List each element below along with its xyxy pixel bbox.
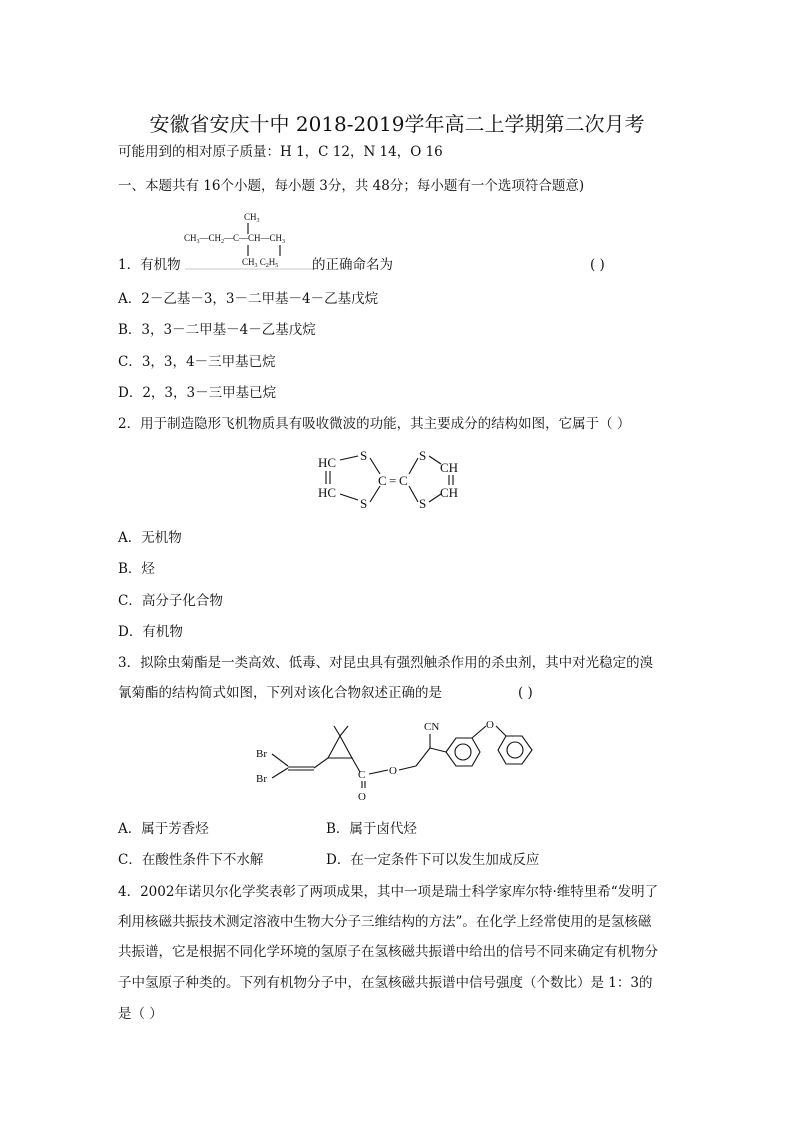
q4-line-2: 利用核磁共振技术测定溶液中生物大分子三维结构的方法”。在化学上经常使用的是氢核磁 [118, 914, 652, 930]
q3-bond [399, 766, 416, 770]
q3-bond [369, 770, 388, 774]
q2-option-b: B．烃 [118, 561, 155, 577]
q2-hc-bottom: HC [318, 485, 337, 500]
q3-option-a: A．属于芳香烃 [118, 821, 209, 837]
q1-option-b: B．3，3－二甲基－4－乙基戊烷 [118, 322, 316, 338]
q1-bottom-labels: $CH_3$ $C_2H_5$ [242, 257, 279, 269]
q3-option-d: D．在一定条件下可以发生加成反应 [326, 852, 540, 868]
q3-bond [272, 754, 288, 766]
q2-s-top-right: S [419, 448, 427, 463]
q2-option-d: D．有机物 [118, 624, 183, 640]
q3-bond [314, 758, 328, 768]
q1-prefix: 1．有机物 [118, 257, 181, 273]
q3-ester-o: O [389, 765, 397, 777]
q2-option-a: A．无机物 [118, 530, 182, 546]
q1-structure-diagram [180, 206, 320, 270]
atomic-masses-note: 可能用到的相对原子质量：H 1，C 12，N 14，O 16 [118, 144, 443, 160]
q2-center-double-bond: = [389, 473, 397, 488]
q3-option-b: B．属于卤代烃 [326, 821, 417, 837]
q3-aromatic-circle-2 [507, 742, 523, 758]
q3-methyl-2 [340, 726, 348, 736]
q1-option-a: A．2－乙基－3，3－二甲基－4－乙基戊烷 [118, 291, 379, 307]
q3-benzene-ring-1 [446, 738, 480, 766]
q1-answer-paren: ( ) [590, 257, 605, 273]
q2-s-top-left: S [360, 448, 368, 463]
q3-aromatic-circle-1 [455, 744, 471, 760]
q3-carbonyl-c: C [358, 769, 366, 781]
q2-ch-bottom: CH [440, 485, 459, 500]
q1-main-chain: $CH_3—CH_2—C—CH—CH_3$ [184, 233, 286, 245]
q2-ch-top: CH [440, 460, 459, 475]
q2-bond [340, 456, 358, 460]
q3-ether-o: O [486, 719, 494, 731]
q2-option-c: C．高分子化合物 [118, 593, 223, 609]
q2-hc-top: HC [318, 455, 337, 470]
q2-center-c-right: C [399, 473, 408, 488]
q3-bond [496, 726, 506, 736]
q2-bond [409, 486, 418, 502]
q1-option-c: C．3，3，4－三甲基已烷 [118, 354, 276, 370]
q3-methyl-1 [334, 726, 340, 736]
q3-structure-diagram [250, 714, 550, 806]
q4-line-1: 4．2002年诺贝尔化学奖表彰了两项成果，其中一项是瑞士科学家库尔特·维特里希“发明了 [118, 884, 659, 900]
q1-option-d: D．2，3，3－三甲基已烷 [118, 385, 277, 401]
q3-cyclopropane-ring [328, 736, 352, 758]
q3-bond [472, 726, 486, 738]
q2-bond [409, 458, 418, 474]
q3-bond [416, 748, 430, 766]
q3-stem-line1: 3．拟除虫菊酯是一类高效、低毒、对昆虫具有强烈触杀作用的杀虫剂，其中对光稳定的溴 [118, 655, 654, 671]
q2-structure-diagram [312, 446, 472, 516]
q3-answer-paren: ( ) [518, 685, 533, 701]
q3-cn-label: CN [424, 721, 440, 733]
q3-bond [272, 768, 288, 778]
q3-stem-line2: 氰菊酯的结构简式如图，下列对该化合物叙述正确的是 [118, 685, 442, 701]
q2-bond [340, 494, 358, 500]
q2-stem: 2．用于制造隐形飞机物质具有吸收微波的功能，其主要成分的结构如图，它属于（ ） [118, 416, 631, 432]
q2-s-bottom-left: S [360, 496, 368, 511]
exam-title: 安徽省安庆十中 2018-2019学年高二上学期第二次月考 [149, 112, 645, 136]
q4-line-3: 共振谱，它是根据不同化学环境的氢原子在氢核磁共振谱中给出的信号不同来确定有机物分 [118, 944, 658, 960]
q3-option-c: C．在酸性条件下不水解 [118, 852, 264, 868]
q2-bond [370, 486, 380, 502]
q3-br-bottom: Br [256, 773, 267, 785]
section-heading: 一、本题共有 16个小题，每小题 3分，共 48分；每小题有一个选项符合题意) [118, 178, 585, 194]
q1-ch3-top: $CH_3$ [244, 212, 260, 224]
q3-carbonyl-o: O [358, 791, 366, 803]
q1-suffix: 的正确命名为 [312, 257, 393, 273]
q3-br-top: Br [256, 748, 267, 760]
q3-bond [430, 748, 446, 752]
q3-benzene-ring-2 [498, 736, 532, 764]
q2-center-c-left: C [378, 473, 387, 488]
q2-s-bottom-right: S [419, 496, 427, 511]
q2-bond [370, 458, 380, 474]
q4-line-4: 子中氢原子种类的。下列有机物分子中，在氢核磁共振谱中信号强度（个数比）是 1：3的 [118, 975, 653, 991]
q4-line-5: 是（ ） [118, 1006, 163, 1022]
